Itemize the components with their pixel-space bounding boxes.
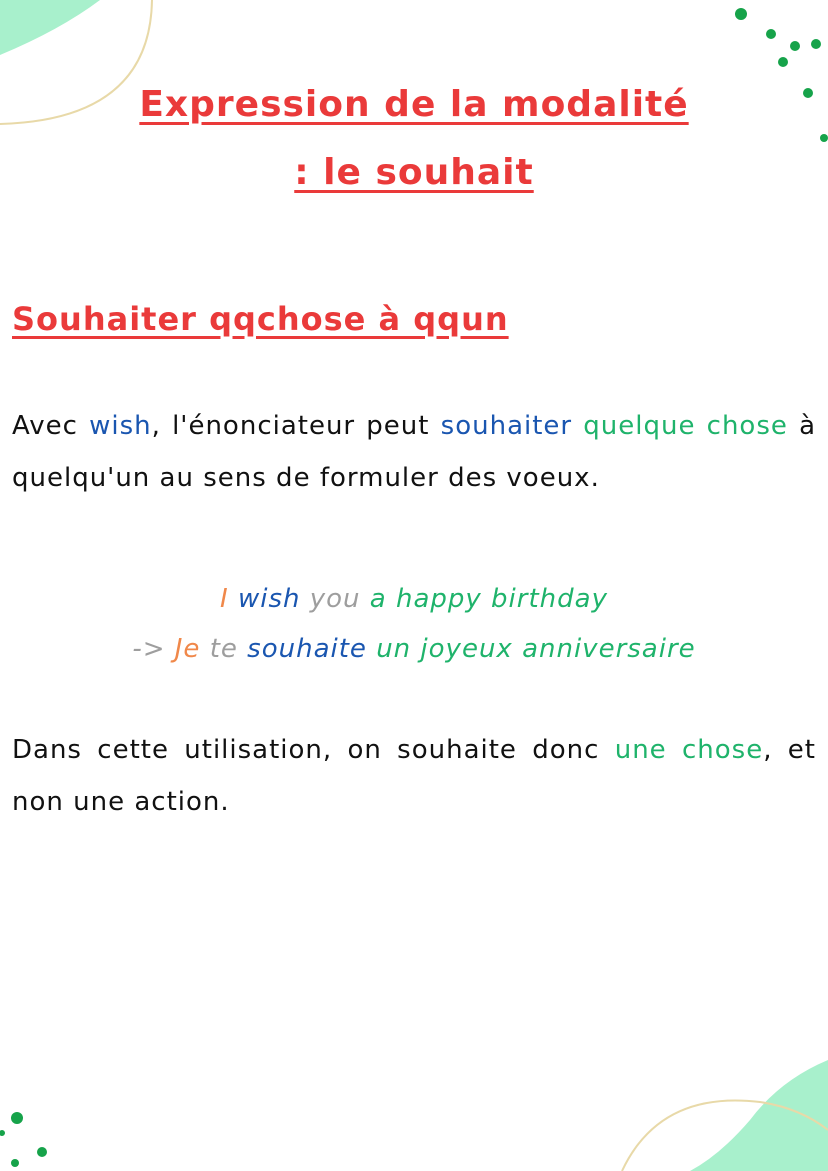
explanation-paragraph	[12, 400, 816, 504]
bottom-left-dots	[0, 1112, 47, 1167]
para1-text-3	[572, 411, 583, 441]
example-fr-te: te	[209, 634, 238, 664]
conclusion-paragraph	[12, 724, 816, 828]
example-en-i: I	[220, 584, 229, 614]
example-french	[0, 634, 828, 664]
para1-text-2: , l'énonciateur peut	[151, 411, 441, 441]
para1-text-4: à quelqu'un au sens de formuler des voeux.	[12, 411, 817, 493]
page-title-line-2: : le souhait	[294, 152, 534, 193]
para1-text-1: Avec	[12, 411, 90, 441]
example-english	[0, 584, 828, 614]
para2-text-2: , et non une action.	[12, 735, 816, 817]
word-wish: wish	[89, 411, 152, 441]
page-title-line-1: Expression de la modalité	[139, 84, 689, 125]
example-fr-je: Je	[174, 634, 201, 664]
word-une-chose: une chose	[614, 735, 764, 765]
example-fr-souhaite: souhaite	[247, 634, 367, 664]
para2-text-1: Dans cette utilisation, on souhaite donc	[12, 735, 615, 765]
example-fr-rest: un joyeux anniversaire	[376, 634, 696, 664]
word-souhaiter: souhaiter	[440, 411, 573, 441]
example-en-you: you	[309, 584, 361, 614]
bottom-right-blob	[690, 1060, 828, 1171]
section-heading: Souhaiter qqchose à qqun	[12, 300, 509, 338]
arrow-icon: ->	[132, 634, 166, 664]
top-left-blob	[0, 0, 100, 55]
word-quelque-chose: quelque chose	[583, 411, 788, 441]
bottom-right-arc	[622, 1100, 828, 1171]
example-en-rest: a happy birthday	[369, 584, 608, 614]
example-en-wish: wish	[237, 584, 301, 614]
